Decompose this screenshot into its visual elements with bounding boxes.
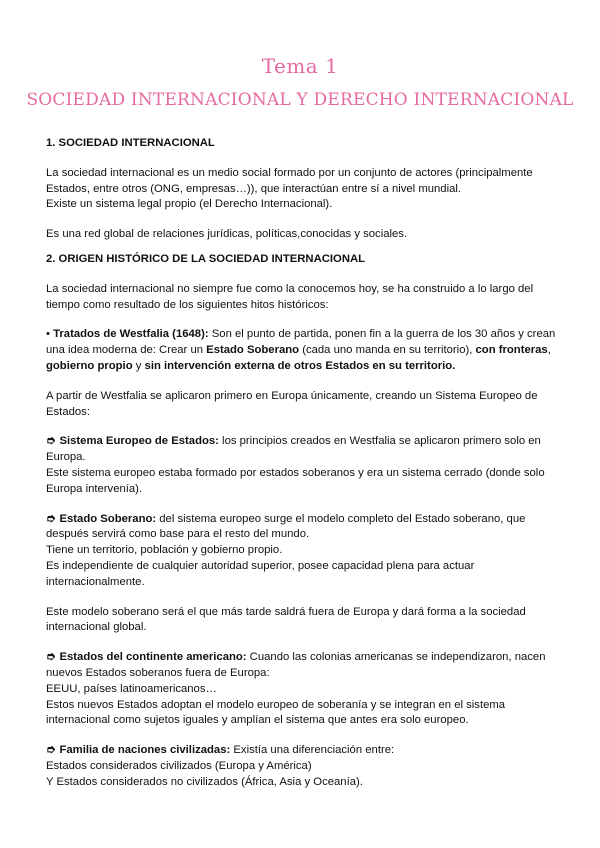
familia-label: Familia de naciones civilizadas:	[59, 744, 231, 757]
paragraph: Este modelo soberano será el que más tarde saldrá fuera de Europa y dará forma a la sociedad internacional global.	[46, 605, 526, 634]
text: Existía una diferenciación entre:	[230, 744, 395, 757]
document-body	[46, 136, 560, 791]
text: (cada uno manda en su territorio),	[299, 344, 476, 357]
americano-paragraph	[46, 650, 560, 682]
bold-text: Estado Soberano	[206, 344, 300, 357]
paragraph: EEUU, países latinoamericanos…	[46, 682, 217, 695]
sistema-label: Sistema Europeo de Estados:	[59, 435, 219, 448]
section-1-heading: 1. SOCIEDAD INTERNACIONAL	[46, 137, 215, 149]
paragraph: La sociedad internacional es un medio social formado por un conjunto de actores (principalmente Estados, entre otros (ONG, empresas…)), que interactúan entre sí a nivel mundial.	[46, 166, 533, 195]
westfalia-paragraph	[46, 327, 560, 374]
paragraph: Y Estados considerados no civilizados (África, Asia y Oceanía).	[46, 775, 363, 788]
arrow-icon: ➮	[46, 744, 56, 757]
text: Cuando las colonias americanas se independizaron, nacen nuevos Estados soberanos fuera de Europa:	[46, 651, 546, 679]
paragraph: Estos nuevos Estados adoptan el modelo europeo de soberanía y se integran en el sistema internacional como sujetos iguales y amplían el sistema que antes era solo europeo.	[46, 698, 506, 727]
text: y	[132, 359, 145, 372]
bold-text: gobierno propio	[46, 359, 133, 372]
paragraph: Estados considerados civilizados (Europa y América)	[46, 759, 312, 772]
paragraph: Es una red global de relaciones jurídicas, políticas,conocidas y sociales.	[46, 228, 408, 241]
text: Son el punto de partida, ponen fin a la guerra de los 30 años y crean una idea moderna de: Crear un	[46, 328, 556, 357]
paragraph: Es independiente de cualquier autoridad superior, posee capacidad plena para actuar internacionalmente.	[46, 559, 475, 588]
paragraph: Tiene un territorio, población y gobierno propio.	[46, 544, 283, 557]
paragraph: A partir de Westfalia se aplicaron primero en Europa únicamente, creando un Sistema Europeo de Estados:	[46, 389, 538, 418]
bullet-icon: •	[46, 328, 50, 341]
soberano-paragraph	[46, 512, 560, 544]
paragraph: Este sistema europeo estaba formado por estados soberanos y era un sistema cerrado (donde solo Europa intervenía).	[46, 466, 545, 495]
document-subtitle: SOCIEDAD INTERNACIONAL Y DERECHO INTERNACIONAL	[26, 90, 574, 110]
arrow-icon: ➮	[46, 435, 56, 448]
sistema-paragraph	[46, 434, 560, 466]
paragraph: Existe un sistema legal propio (el Derecho Internacional).	[46, 198, 333, 211]
section-2-heading: 2. ORIGEN HISTÓRICO DE LA SOCIEDAD INTERNACIONAL	[46, 252, 366, 265]
soberano-label: Estado Soberano:	[59, 512, 157, 525]
bold-text: sin intervención externa de otros Estados en su territorio.	[144, 359, 456, 372]
arrow-icon: ➮	[46, 651, 56, 664]
arrow-icon: ➮	[46, 512, 56, 525]
text: ,	[547, 344, 551, 357]
text: los principios creados en Westfalia se aplicaron primero solo en Europa.	[46, 435, 541, 464]
text: del sistema europeo surge el modelo completo del Estado soberano, que después servirá como base para el resto del mundo.	[46, 512, 526, 541]
americano-label: Estados del continente americano:	[59, 651, 247, 664]
familia-paragraph	[46, 743, 560, 759]
bold-text: con fronteras	[475, 344, 548, 357]
document-title: Tema 1	[261, 54, 339, 78]
westfalia-label: Tratados de Westfalia (1648):	[53, 328, 209, 341]
paragraph: La sociedad internacional no siempre fue como la conocemos hoy, se ha construido a lo largo del tiempo como resultado de los siguientes hitos históricos:	[46, 282, 534, 311]
